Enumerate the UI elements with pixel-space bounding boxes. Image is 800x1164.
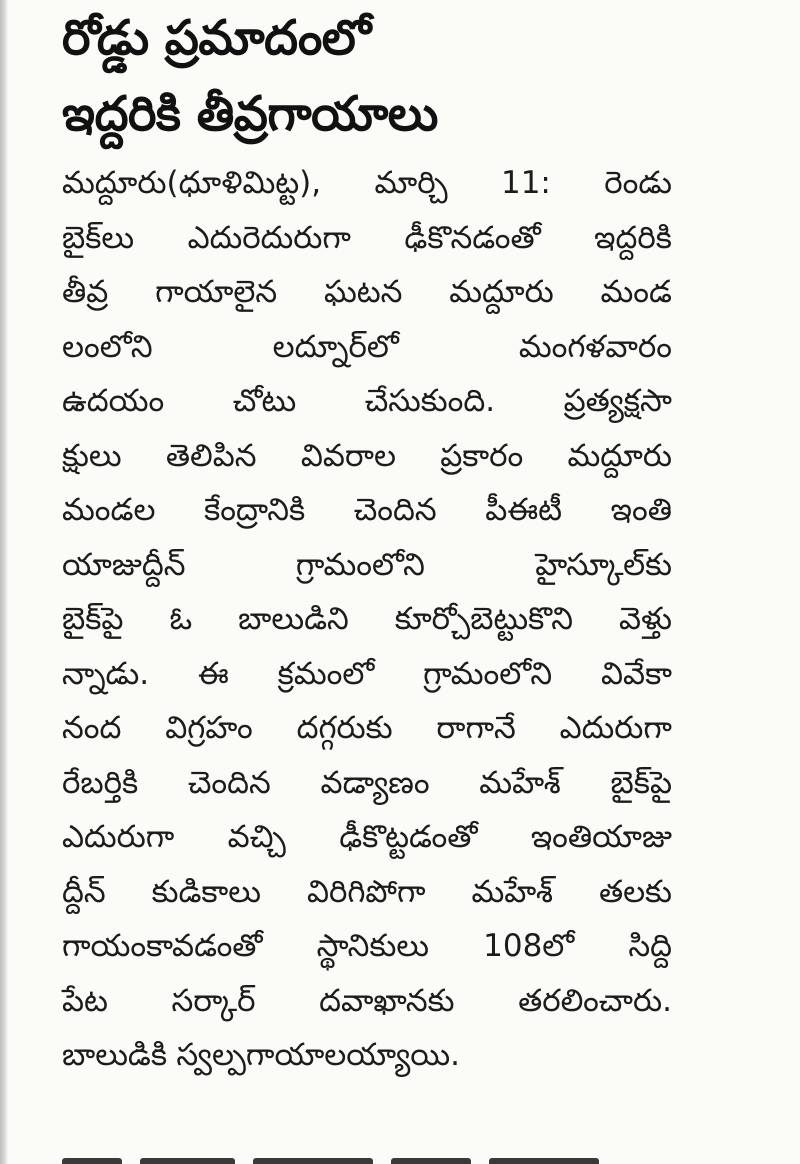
body-word: వివేకా (601, 655, 672, 692)
body-word: మహేశ్ (479, 764, 561, 801)
body-word: కూర్చోబెట్టుకొని (394, 601, 574, 637)
body-word: చెందిన (353, 492, 437, 528)
body-line (62, 538, 672, 593)
body-word: గ్రామంలోని (295, 546, 425, 583)
body-word: రాగానే (436, 710, 516, 746)
body-word: బాలుడికి (62, 1037, 168, 1073)
body-word: తరలించారు. (518, 982, 672, 1019)
body-line (62, 1028, 672, 1083)
body-word: గ్రామంలోని (423, 655, 553, 692)
body-word: ఘటన (323, 274, 403, 310)
body-word: స్వల్పగాయాలయ్యాయి. (176, 1037, 461, 1073)
body-word: దగ్గరుకు (296, 710, 393, 746)
body-word: కేంద్రానికి (204, 492, 306, 528)
body-line (62, 756, 672, 811)
body-word: లద్నూర్‌లో (272, 328, 399, 365)
body-word: 108లో (483, 928, 575, 964)
body-word: వెళ్తు (619, 601, 672, 637)
body-word: మద్దూరు(ధూళిమిట్ట), (62, 165, 322, 201)
body-word: విరిగిపోగా (306, 873, 426, 910)
article-body (62, 152, 672, 1083)
body-word: లంలోని (62, 328, 153, 365)
body-word: పేట (62, 982, 108, 1019)
body-word: బాలుడిని (238, 601, 349, 637)
body-word: కుడికాలు (151, 873, 262, 910)
body-word: ఓ (169, 601, 193, 637)
body-line (62, 974, 672, 1029)
body-line (62, 265, 672, 320)
body-word: మండల (62, 492, 156, 528)
body-word: రేబర్తికి (62, 764, 139, 801)
body-word: ఇంతి (610, 492, 672, 528)
body-word: బైక్‌పై (62, 601, 124, 637)
body-word: మండ (600, 274, 672, 310)
body-line (62, 919, 672, 974)
body-word: చెందిన (187, 764, 271, 801)
column-divider (0, 0, 8, 1164)
body-word: ఇద్దరికి (594, 219, 672, 256)
body-word: రెండు (604, 165, 672, 201)
cropped-next-line (62, 1150, 622, 1164)
body-line (62, 429, 672, 484)
body-word: తెలిపిన (165, 437, 257, 474)
body-word: మార్చి (374, 165, 448, 201)
body-line (62, 701, 672, 756)
body-word: 11: (500, 165, 551, 201)
body-word: తలకు (598, 873, 672, 910)
body-line (62, 810, 672, 865)
body-word: ఎదురుగా (62, 819, 175, 855)
body-line (62, 483, 672, 538)
body-word: న్నాడు. (62, 655, 150, 692)
body-word: క్రమంలో (277, 655, 375, 692)
body-word: సర్కార్ (171, 982, 256, 1019)
headline-line-2: ఇద్దరికి తీవ్రగాయాలు (62, 86, 438, 142)
body-word: ఈ (197, 655, 229, 692)
headline (62, 0, 672, 152)
body-word: బైక్‌పై (610, 764, 672, 801)
body-word: ఇంతియాజు (530, 819, 672, 855)
body-word: మద్దూరు (567, 437, 672, 474)
body-word: మద్దూరు (449, 274, 554, 310)
body-word: సిద్ది (628, 928, 672, 964)
body-word: ఢీకొనడంతో (404, 219, 541, 256)
body-word: హైస్కూల్‌కు (535, 546, 672, 583)
body-word: ఎదురెదురుగా (187, 219, 351, 256)
body-word: బైక్‌లు (62, 219, 135, 256)
body-word: మంగళవారం (518, 328, 672, 365)
body-line (62, 156, 672, 211)
body-word: గాయాలైన (155, 274, 278, 310)
body-word: చోటు (232, 383, 297, 419)
body-word: వడ్యాణం (320, 764, 430, 801)
body-word: తీవ్ర (62, 274, 109, 310)
body-line (62, 592, 672, 647)
headline-line-1: రోడ్డు ప్రమాదంలో (62, 10, 371, 66)
body-word: స్థానికులు (316, 928, 430, 964)
body-line (62, 647, 672, 702)
body-line (62, 865, 672, 920)
body-word: గాయంకావడంతో (62, 928, 263, 964)
body-word: క్షులు (62, 437, 122, 474)
body-word: మహేశ్ (471, 873, 554, 910)
body-line (62, 374, 672, 429)
body-word: ఉదయం (62, 383, 165, 419)
body-line (62, 320, 672, 375)
body-word: విగ్రహం (165, 710, 253, 746)
body-word: ప్రకారం (440, 437, 524, 474)
body-word: వివరాల (300, 437, 396, 474)
body-word: ద్దీన్ (62, 873, 106, 910)
body-line (62, 211, 672, 266)
body-word: పీఈటీ (485, 492, 563, 528)
body-word: ఢీకొట్టడంతో (339, 819, 478, 855)
body-word: దవాఖానకు (319, 982, 455, 1019)
body-word: వచ్చి (227, 819, 286, 855)
news-article (62, 0, 672, 1083)
body-word: యాజుద్దీన్ (62, 546, 186, 583)
body-word: చేసుకుంది. (364, 383, 496, 419)
body-word: ప్రత్యక్షసా (563, 383, 672, 419)
body-word: నంద (62, 710, 122, 746)
body-word: ఎదురుగా (559, 710, 672, 746)
